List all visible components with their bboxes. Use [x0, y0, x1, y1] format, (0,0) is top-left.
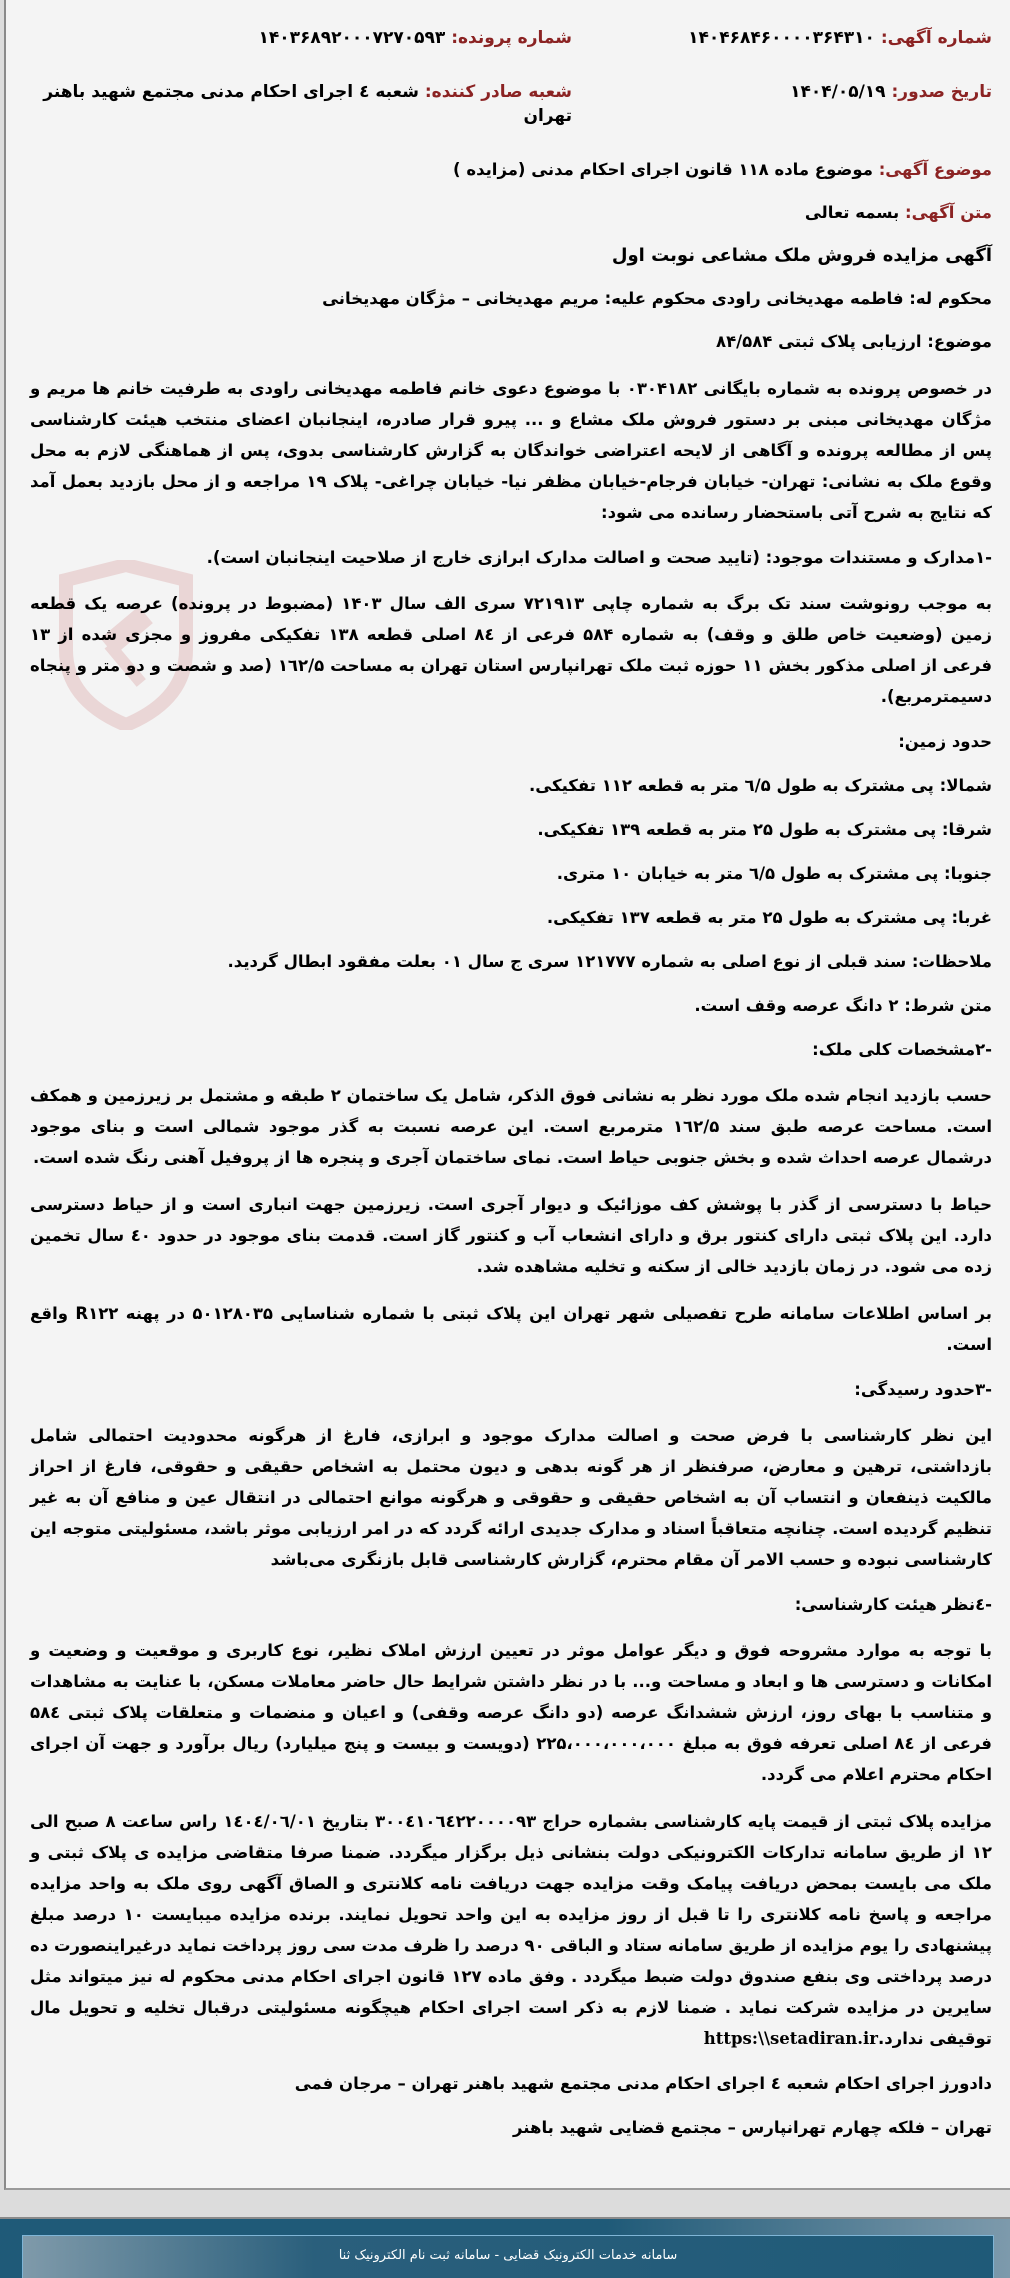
section-2-title: -۲مشخصات کلی ملک: [812, 1040, 992, 1059]
issue-date-label: تاریخ صدور: [891, 82, 992, 102]
auction-text: مزایده پلاک ثبتی از قیمت پایه کارشناسی بشماره حراج ۳۰۰٤۱۰٦٤۲۲۰۰۰۰۹۳ بتاریخ ۱٤۰٤/۰٦/۰۱ راس ساعت ۸ صبح الی ۱۲ از طریق سامانه تدارکات الکترونیکی دولت بنشانی ذیل برگزار میگردد. ضمنا صرفا متقاضی مزایده ی پلاک ثبتی و ملک می بایست بمحض دریافت پیامک وقت مزایده جهت دریافت نامه کلانتری و الصاق آگهی روی ملک به واحد مزایده مراجعه و پاسخ نامه کلانتری را تا قبل از روز مزایده به این واحد تحویل نمایند. برنده مزایده میبایست ۱۰ درصد مبلغ پیشنهادی را یوم مزایده از طریق سامانه ستاد و الباقی ۹۰ درصد را ظرف مدت سی روز پرداخت نماید درغیراینصورت ده درصد پرداختی وی بنفع صندوق دولت ضبط میگردد . وفق ماده ۱۲۷ قانون اجرای احکام مدنی محکوم له نیز میتواند مثل سایرین در مزایده شرکت نماید . ضمنا لازم به ذکر است اجرای احکام هیچگونه مسئولیتی درقبال تخلیه و تحویل مال توقیفی ندارد. [30, 1812, 992, 2048]
signature: دادورز اجرای احکام شعبه ٤ اجرای احکام مدنی مجتمع شهید باهنر تهران – مرجان فمی [294, 2074, 992, 2093]
notice-body [30, 158, 992, 2142]
remarks: ملاحظات: سند قبلی از نوع اصلی به شماره ۱۲۱۷۷۷ سری ج سال ۰۱ بعلت مفقود ابطال گردید. [227, 952, 992, 971]
section-2-paragraph-3: بر اساس اطلاعات سامانه طرح تفصیلی شهر تهران این پلاک ثبتی با شماره شناسایی ۵۰۱۲۸۰۳۵ در پهنه R۱۲۲ واقع است. [30, 1304, 992, 1354]
parties: محکوم له: فاطمه مهدیخانی راودی محکوم علیه: مریم مهدیخانی – مژگان مهدیخانی [322, 289, 992, 308]
intro-paragraph: در خصوص پرونده به شماره بایگانی ۰۳۰۴۱۸۲ با موضوع دعوی خانم فاطمه مهدیخانی راودی به طرفیت خانم ها مریم و مژگان مهدیخانی مبنی بر دستور فروش ملک مشاع و ... پیرو قرار صادره، اینجانبان اعضای منتخب هیئت کارشناسی پس از مطالعه پرونده و آگاهی از لایحه اعتراضی خواندگان به گزارش کارشناسی بدوی، پس از هماهنگی لازم به محل وقوع ملک به نشانی: تهران- خیابان فرجام-خیابان مظفر نیا- خیابان چراغی- پلاک ۱۹ مراجعه و از محل بازدید بعمل آمد که نتایج به شرح آتی باستحضار رسانده می شود: [30, 379, 993, 522]
auction-url-link[interactable]: https:\\setadiran.ir [703, 2029, 878, 2048]
footer-bar [0, 2217, 1010, 2278]
issue-date-value: ۱۴۰۴/۰۵/۱۹ [790, 82, 886, 102]
section-3-title: -۳حدود رسیدگی: [854, 1380, 992, 1399]
case-number-field [30, 26, 572, 50]
text-row [30, 201, 992, 225]
topic: موضوع: ارزیابی پلاک ثبتی ۸۴/۵۸۴ [716, 332, 992, 351]
text-label: متن آگهی: [905, 203, 992, 222]
address: تهران – فلکه چهارم تهرانپارس – مجتمع قضایی شهید باهنر [513, 2118, 992, 2137]
panel-gap [0, 2190, 1010, 2217]
subject-value: موضوع ماده ۱۱۸ قانون اجرای احکام مدنی (مزایده ) [453, 160, 873, 179]
notice-header-row-1 [30, 26, 992, 50]
notice-panel [4, 0, 1010, 2190]
section-3-paragraph: این نظر کارشناسی با فرض صحت و اصالت مدارک موجود و ابرازی، فارغ از هرگونه محدودیت احتمالی شامل بازداشتی، ترهین و معارض، صرفنظر از هر گونه بدهی و دیون محتمل به اشخاص حقیقی و حقوقی، فارغ از احراز مالکیت ذینفعان و انتساب آن به اشخاص حقیقی و حقوقی و هرگونه موانع احتمالی در انتقال عین و منافع آن به غیر تنظیم گردیده است. چنانچه متعاقباً اسناد و مدارک جدیدی ارائه گردد که در امر ارزیابی موثر باشد، مسئولیتی متوجه این کارشناسی نبوده و حسب الامر آن مقام محترم، گزارش کارشناسی قابل بازنگری می‌باشد [30, 1426, 992, 1569]
bound-west: غربا: پی مشترک به طول ۲۵ متر به قطعه ۱۳۷ تفکیکی. [546, 908, 992, 927]
footer-banner: سامانه خدمات الکترونیک قضایی - سامانه ثبت نام الکترونیک ثنا [22, 2235, 994, 2278]
subject-label: موضوع آگهی: [878, 160, 992, 179]
section-1-title: -۱مدارک و مستندات موجود: (تایید صحت و اصالت مدارک ابرازی خارج از صلاحیت اینجانبان است). [206, 548, 992, 567]
case-number-value: ۱۴۰۳۶۸۹۲۰۰۰۷۲۷۰۵۹۳ [258, 28, 446, 48]
notice-title: آگهی مزایده فروش ملک مشاعی نوبت اول [611, 245, 992, 266]
bounds-title: حدود زمین: [898, 732, 992, 751]
section-1-body: به موجب رونوشت سند تک برگ به شماره چاپی ۷۲۱۹۱۳ سری الف سال ۱۴۰۳ (مضبوط در پرونده) عرصه یک قطعه زمین (وضعیت خاص طلق و وقف) به شماره ۵۸۴ فرعی از ۸٤ اصلی قطعه ۱۳۸ تفکیکی مفروز و مجزی شده از ۱۳ فرعی از اصلی مذکور بخش ۱۱ حوزه ثبت ملک تهرانپارس استان تهران به مساحت ۱٦۲/۵ (صد و شصت و دو متر و پنجاه دسیمترمربع). [30, 594, 993, 706]
section-2-paragraph-2: حیاط با دسترسی از گذر با پوشش کف موزائیک و دیوار آجری است. زیرزمین جهت انباری است و از حیاط دسترسی دارد. این پلاک ثبتی دارای کنتور برق و دارای انشعاب آب و کنتور گاز است. قدمت بنای موجود در حدود ٤۰ سال تخمین زده می شود. در زمان بازدید خالی از سکنه و تخلیه مشاهده شد. [30, 1195, 992, 1276]
ad-number-field [572, 26, 992, 50]
ad-number-value: ۱۴۰۴۶۸۴۶۰۰۰۰۳۶۴۳۱۰ [688, 28, 875, 48]
issue-date-field [572, 80, 992, 128]
invocation: بسمه تعالی [804, 203, 900, 222]
issuing-branch-field [30, 80, 572, 128]
section-2-paragraph-1: حسب بازدید انجام شده ملک مورد نظر به نشانی فوق الذکر، شامل یک ساختمان ۲ طبقه و مشتمل بر زیرزمین و همکف است. مساحت عرصه طبق سند ۱٦۲/۵ مترمربع است. این عرصه نسبت به گذر موجود شمالی است و بنای موجود درشمال عرصه احداث شده و بخش جنوبی حیاط است. نمای ساختمان آجری و پنجره ها از پروفیل آهنی رنگ شده است. [30, 1086, 992, 1167]
condition: متن شرط: ۲ دانگ عرصه وقف است. [694, 996, 992, 1015]
notice-document [30, 26, 992, 2142]
bound-south: جنوبا: پی مشترک به طول ٦/۵ متر به خیابان ۱۰ متری. [556, 864, 992, 883]
subject-row [30, 158, 992, 182]
auction-paragraph [30, 1806, 992, 2054]
section-4-title: -٤نظر هیئت کارشناسی: [794, 1595, 992, 1614]
section-4-paragraph: با توجه به موارد مشروحه فوق و دیگر عوامل موثر در تعیین ارزش املاک نظیر، نوع کاربری و موقعیت و وضعیت و امکانات و دسترسی ها و ابعاد و مساحت و... با در نظر داشتن شرایط حال حاضر معاملات مسکن، با عنایت به مشاهدات و متناسب با بهای روز، ارزش ششدانگ عرصه (دو دانگ عرصه وقفی) و اعیان و منضمات و متعلقات پلاک ثبتی ۵۸٤ فرعی از ۸٤ اصلی تعرفه فوق به مبلغ ۲۲۵،۰۰۰،۰۰۰،۰۰۰ (دویست و بیست و پنج میلیارد) ریال برآورد و جهت آن اجرای احکام محترم اعلام می گردد. [30, 1641, 992, 1784]
issuing-branch-value: شعبه ٤ اجرای احکام مدنی مجتمع شهید باهنر تهران [43, 82, 572, 126]
case-number-label: شماره پرونده: [451, 28, 572, 48]
bound-north: شمالا: پی مشترک به طول ٦/۵ متر به قطعه ۱۱۲ تفکیکی. [529, 776, 992, 795]
bound-east: شرقا: پی مشترک به طول ۲۵ متر به قطعه ۱۳۹ تفکیکی. [537, 820, 992, 839]
notice-header-row-2 [30, 80, 992, 128]
ad-number-label: شماره آگهی: [880, 28, 992, 48]
issuing-branch-label: شعبه صادر کننده: [424, 82, 572, 102]
